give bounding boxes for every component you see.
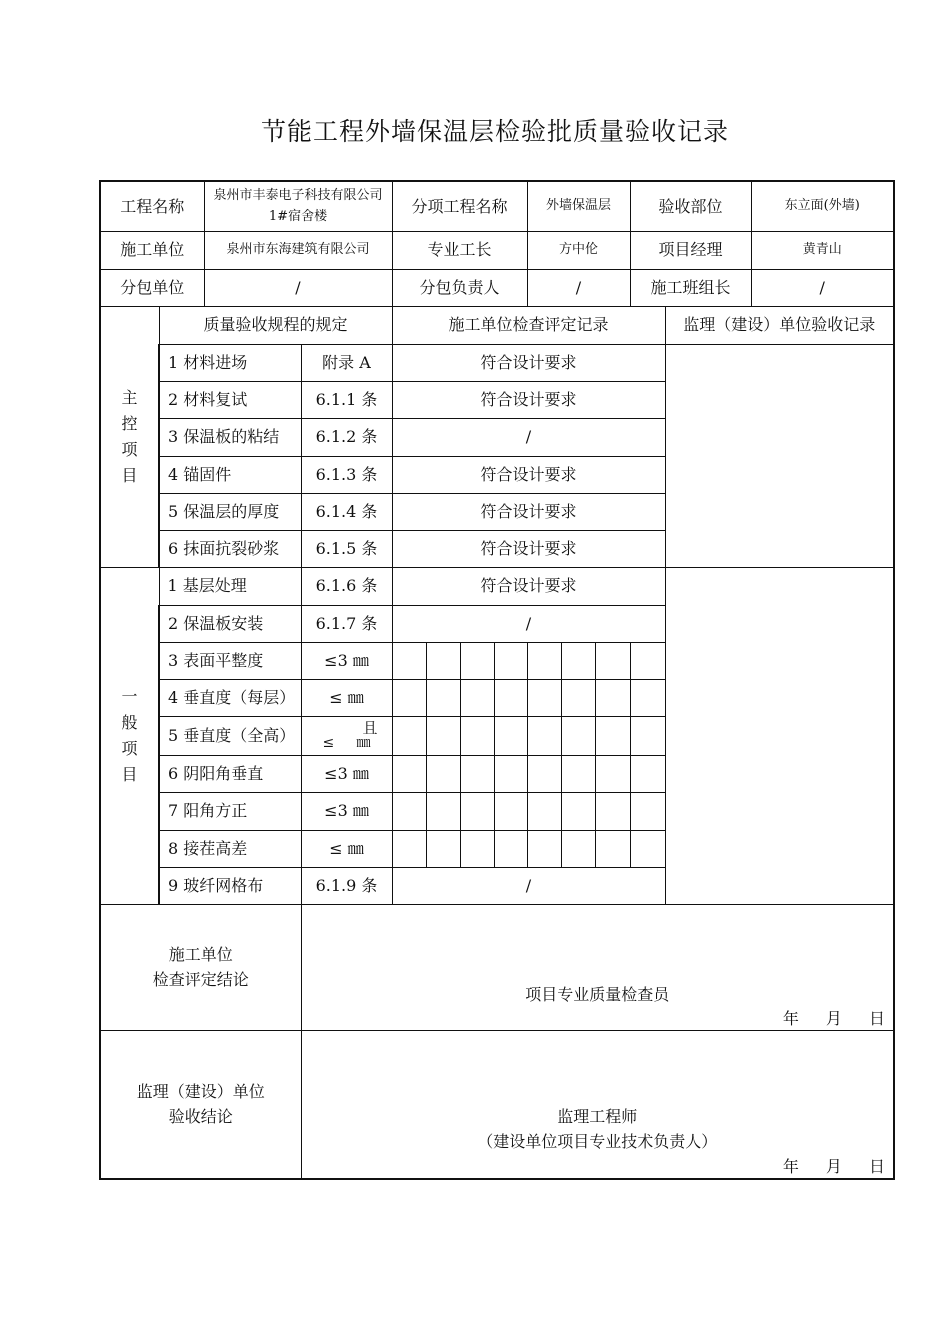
general-item-name: 3 表面平整度: [159, 642, 301, 679]
measure-cell: [460, 679, 494, 716]
team-leader-label: 施工班组长: [630, 269, 751, 306]
measure-cell: [460, 716, 494, 755]
measure-cell: [561, 830, 595, 867]
measure-cell: [426, 755, 460, 792]
general-item-name: 8 接茬高差: [159, 830, 301, 867]
general-item-clause: 6.1.6 条: [301, 567, 392, 605]
main-item-record: /: [392, 418, 665, 456]
supervision-conclusion-area: [301, 1030, 894, 1179]
measure-cell: [426, 716, 460, 755]
measure-cell: [561, 679, 595, 716]
measure-cell: [494, 755, 527, 792]
general-item-name: 9 玻纤网格布: [159, 867, 301, 904]
general-item-clause: ≤ ㎜: [301, 679, 392, 716]
supervision-conclusion-label: [100, 1030, 301, 1179]
measure-cell: [561, 642, 595, 679]
subcontractor-value: /: [204, 269, 392, 306]
main-item-record: 符合设计要求: [392, 381, 665, 418]
general-item-name: 6 阴阳角垂直: [159, 755, 301, 792]
contractor-conclusion-label: [100, 904, 301, 1030]
measure-cell: [595, 716, 630, 755]
measure-cell: [392, 679, 426, 716]
main-item-name: 6 抹面抗裂砂浆: [159, 530, 301, 567]
measure-cell: [630, 792, 665, 830]
main-item-record: 符合设计要求: [392, 530, 665, 567]
measure-cell: [630, 642, 665, 679]
main-item-clause: 附录 A: [301, 344, 392, 381]
measure-cell: [426, 679, 460, 716]
general-item-record: /: [392, 605, 665, 642]
sub-project-label: 分项工程名称: [392, 181, 527, 231]
general-item-name: 7 阳角方正: [159, 792, 301, 830]
main-item-clause: 6.1.5 条: [301, 530, 392, 567]
general-item-name: 5 垂直度（全高）: [159, 716, 301, 755]
supervision-column-header: 监理（建设）单位验收记录: [665, 306, 894, 344]
measure-cell: [561, 755, 595, 792]
sub-leader-label: 分包负责人: [392, 269, 527, 306]
measure-cell: [595, 755, 630, 792]
general-item-clause: [301, 716, 392, 755]
general-item-record: /: [392, 867, 665, 904]
contractor-conclusion-line2: 检查评定结论: [152, 970, 249, 989]
foreman-value: 方中伦: [527, 231, 630, 269]
general-item-clause: ≤ ㎜: [301, 830, 392, 867]
measure-cell: [595, 642, 630, 679]
measure-cell: [527, 830, 561, 867]
general-item-name: 1 基层处理: [159, 567, 301, 605]
main-item-record: 符合设计要求: [392, 344, 665, 381]
measure-cell: [494, 679, 527, 716]
measure-cell: [392, 642, 426, 679]
main-item-clause: 6.1.4 条: [301, 493, 392, 530]
general-item-clause: 6.1.9 条: [301, 867, 392, 904]
measure-cell: [630, 830, 665, 867]
inspector-label: 项目专业质量检查员: [525, 984, 670, 1004]
main-item-name: 1 材料进场: [159, 344, 301, 381]
measure-cell: [426, 792, 460, 830]
main-item-clause: 6.1.3 条: [301, 456, 392, 493]
measure-cell: [527, 679, 561, 716]
measure-cell: [630, 755, 665, 792]
measure-cell: [460, 642, 494, 679]
general-item-name: 4 垂直度（每层）: [159, 679, 301, 716]
measure-cell: [460, 830, 494, 867]
measure-cell: [527, 792, 561, 830]
project-name-line1: 泉州市丰泰电子科技有限公司: [213, 187, 383, 203]
general-group-label: 一 般 项 目: [100, 567, 159, 904]
pm-label: 项目经理: [630, 231, 751, 269]
measure-cell: [527, 755, 561, 792]
supervision-conclusion-line2: 验收结论: [168, 1107, 233, 1127]
team-leader-value: /: [751, 269, 894, 306]
general-item-record: 符合设计要求: [392, 567, 665, 605]
main-supervision-record: [665, 344, 894, 567]
sub-leader-value: /: [527, 269, 630, 306]
contractor-conclusion-line1: 施工单位: [168, 944, 233, 964]
measure-cell: [460, 755, 494, 792]
accept-part-value: 东立面(外墙): [751, 181, 894, 231]
foreman-label: 专业工长: [392, 231, 527, 269]
main-item-name: 5 保温层的厚度: [159, 493, 301, 530]
measure-cell: [426, 830, 460, 867]
general-item-clause: 6.1.7 条: [301, 605, 392, 642]
measure-cell: [527, 716, 561, 755]
measure-cell: [392, 755, 426, 792]
contractor-value: 泉州市东海建筑有限公司: [204, 231, 392, 269]
project-name-label: 工程名称: [100, 181, 204, 231]
main-item-clause: 6.1.2 条: [301, 418, 392, 456]
measure-cell: [494, 830, 527, 867]
page-title: 节能工程外墙保温层检验批质量验收记录: [260, 117, 729, 146]
project-name-value: [204, 181, 392, 231]
measure-cell: [392, 792, 426, 830]
measure-cell: [460, 792, 494, 830]
measure-cell: [494, 716, 527, 755]
clause-top: 且: [362, 719, 378, 737]
sub-project-value: 外墙保温层: [527, 181, 630, 231]
measure-cell: [630, 679, 665, 716]
supervision-conclusion-line1: 监理（建设）单位: [136, 1082, 265, 1102]
measure-cell: [595, 830, 630, 867]
engineer-label: 监理工程师: [557, 1106, 638, 1126]
check-column-header: 施工单位检查评定记录: [392, 306, 665, 344]
engineer-note: （建设单位项目专业技术负责人）: [477, 1131, 718, 1151]
measure-cell: [426, 642, 460, 679]
main-item-clause: 6.1.1 条: [301, 381, 392, 418]
contractor-label: 施工单位: [100, 231, 204, 269]
general-item-name: 2 保温板安装: [159, 605, 301, 642]
main-group-label: 主 控 项 目: [100, 306, 159, 567]
measure-cell: [630, 716, 665, 755]
subcontractor-label: 分包单位: [100, 269, 204, 306]
spec-column-header: 质量验收规程的规定: [159, 306, 392, 344]
main-item-name: 2 材料复试: [159, 381, 301, 418]
pm-value: 黄青山: [751, 231, 894, 269]
measure-cell: [494, 792, 527, 830]
project-name-line2: 1#宿舍楼: [268, 209, 328, 225]
engineer-date: 年 月 日: [782, 1156, 885, 1176]
general-item-clause: ≤3 ㎜: [301, 792, 392, 830]
main-item-record: 符合设计要求: [392, 493, 665, 530]
measure-cell: [527, 642, 561, 679]
general-item-clause: ≤3 ㎜: [301, 642, 392, 679]
main-item-name: 4 锚固件: [159, 456, 301, 493]
general-item-clause: ≤3 ㎜: [301, 755, 392, 792]
contractor-conclusion-area: [301, 904, 894, 1030]
clause-bottom: ≤ ㎜: [322, 735, 371, 751]
measure-cell: [392, 830, 426, 867]
measure-cell: [392, 716, 426, 755]
main-item-name: 3 保温板的粘结: [159, 418, 301, 456]
measure-cell: [561, 716, 595, 755]
general-supervision-record: [665, 567, 894, 904]
main-item-record: 符合设计要求: [392, 456, 665, 493]
measure-cell: [595, 792, 630, 830]
measure-cell: [494, 642, 527, 679]
measure-cell: [561, 792, 595, 830]
inspection-record-table: [99, 180, 895, 1180]
inspector-date: 年 月 日: [782, 1008, 885, 1028]
measure-cell: [595, 679, 630, 716]
accept-part-label: 验收部位: [630, 181, 751, 231]
